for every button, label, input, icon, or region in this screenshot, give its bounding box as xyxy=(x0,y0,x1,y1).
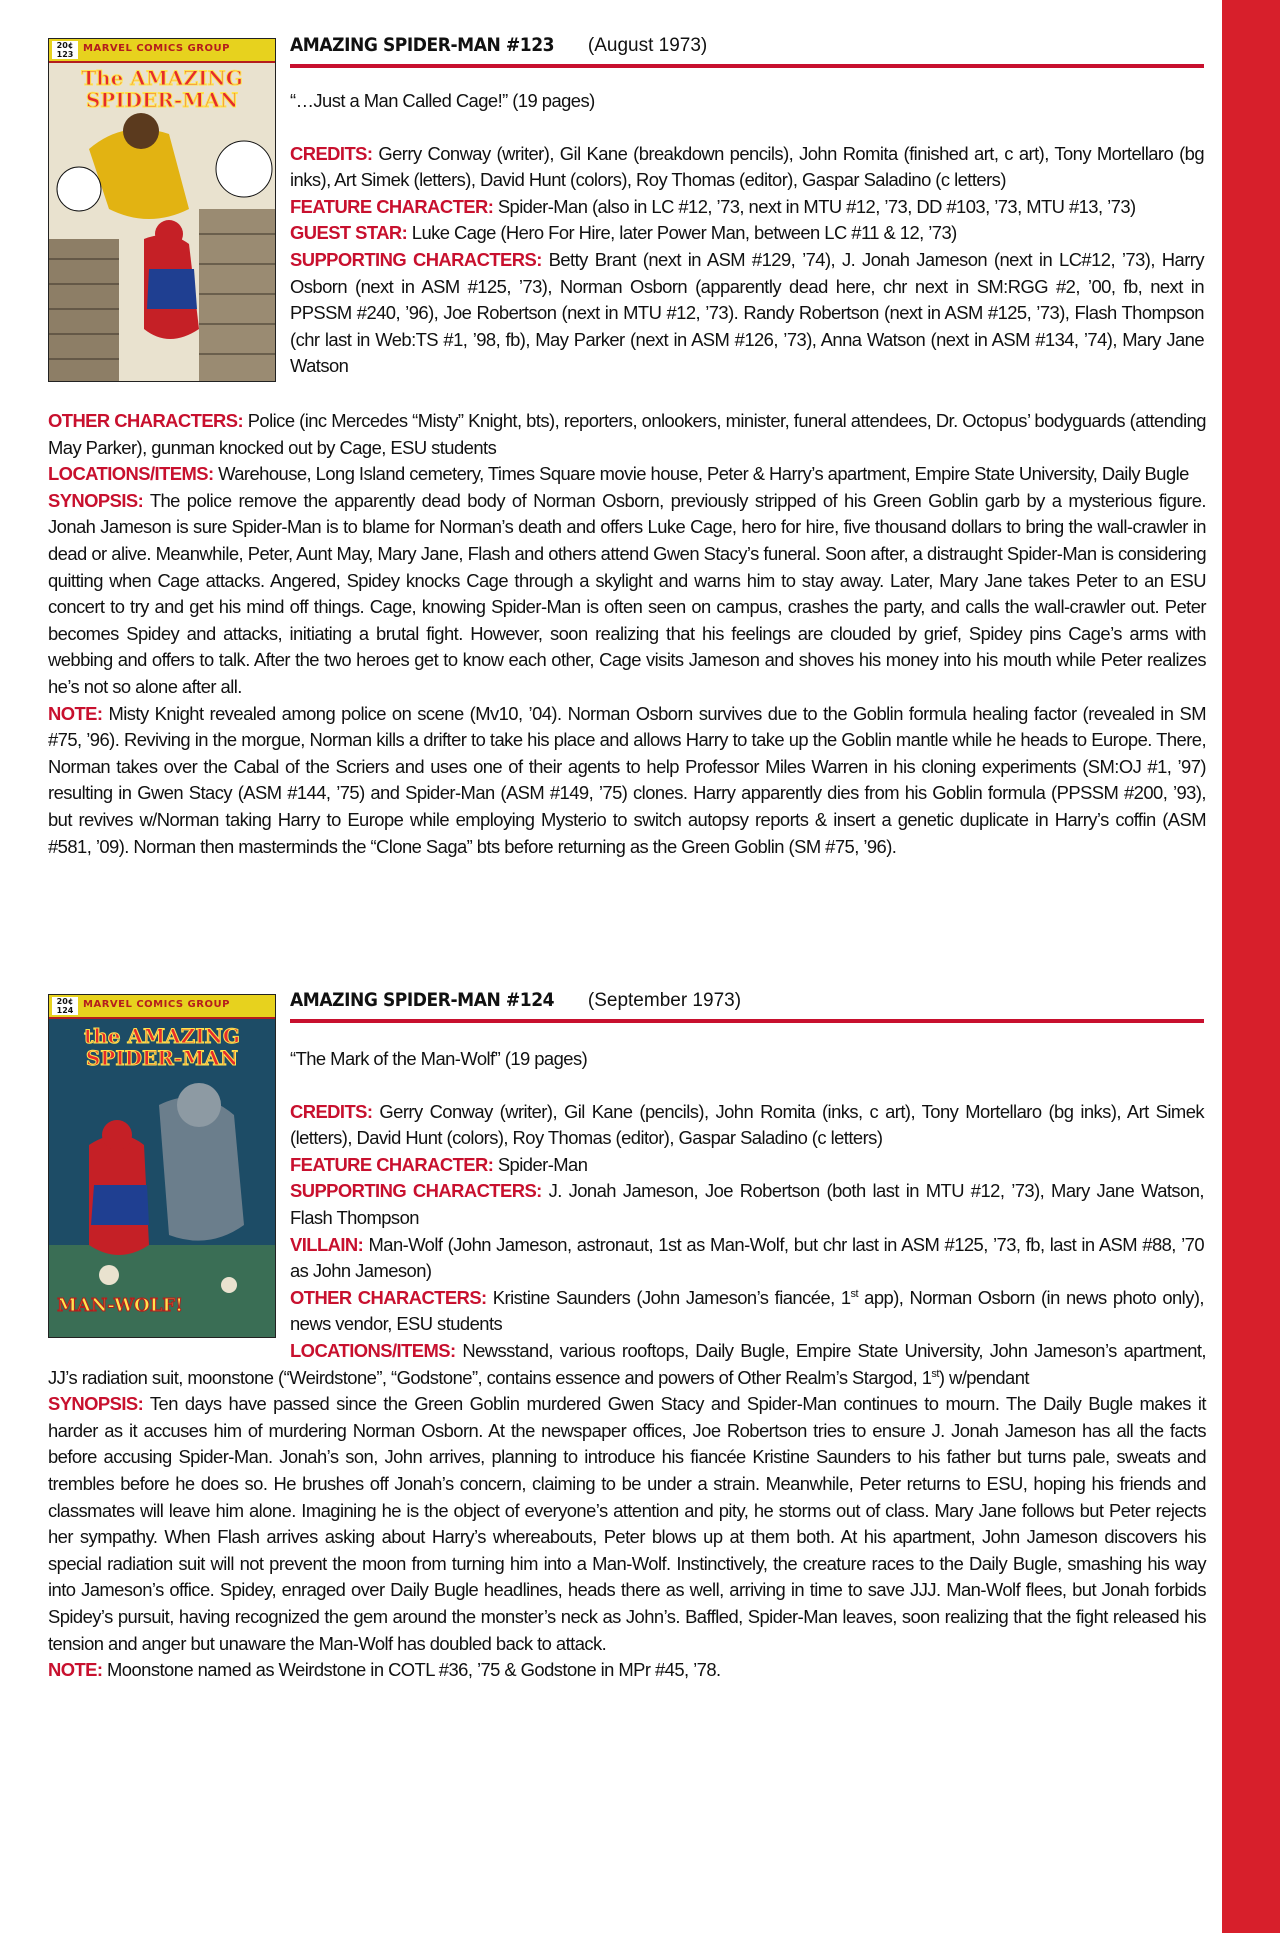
issue-date: (September 1973) xyxy=(587,990,742,1011)
other-label: OTHER CHARACTERS: xyxy=(290,1286,487,1308)
other-label: OTHER CHARACTERS: xyxy=(48,410,244,431)
cover-image-asm-124 xyxy=(48,994,276,1338)
locations-items: LOCATIONS/ITEMS: Warehouse, Long Island cemetery, Times Square movie house, Peter & Harry’s apartment, Empire State University, Daily Bugle xyxy=(48,463,1189,485)
note: NOTE: Moonstone named as Weirdstone in COTL #36, ’75 & Godstone in MPr #45, ’78. xyxy=(48,1659,721,1681)
locations-items: LOCATIONS/ITEMS: Newsstand, various rooftops, Daily Bugle, Empire State University, John Jameson’s apartment, JJ’s radiation suit, moonstone (“Weirdstone”, “Godstone”, contains essence and powers of Other Realm’s Stargod, 1st) w/pendant xyxy=(48,1340,1206,1388)
note-label: NOTE: xyxy=(48,702,103,724)
other-characters: OTHER CHARACTERS: Police (inc Mercedes “Misty” Knight, bts), reporters, onlookers, minister, funeral attendees, Dr. Octopus’ bodyguards (attending May Parker), gunman knocked out by Cage, ESU students xyxy=(48,410,1206,458)
feature-character: FEATURE CHARACTER: Spider-Man xyxy=(290,1153,588,1175)
cover-publisher: MARVEL COMICS GROUP xyxy=(83,999,230,1010)
cover-price: 20¢ 123 xyxy=(52,41,78,59)
entry-124-text-bottom xyxy=(48,1338,1206,1684)
supporting-characters: SUPPORTING CHARACTERS: Betty Brant (next in ASM #129, ’74), J. Jonah Jameson (next in LC#12, ’73), Harry Osborn (next in ASM #125, ’73), Norman Osborn (apparently dead here, chr next in SM:RGG #2, ’00, fb, next in PPSSM #240, ’96), Joe Robertson (next in MTU #12, ’73). Randy Robertson (next in ASM #125, ’73), Flash Thompson (chr last in Web:TS #1, ’98, fb), May Parker (next in ASM #126, ’73), Anna Watson (next in ASM #134, ’74), Mary Jane Watson xyxy=(290,248,1204,377)
entry-heading xyxy=(290,34,1204,68)
synopsis: SYNOPSIS: Ten days have passed since the Green Goblin murdered Gwen Stacy and Spider-Man continues to mourn. The Daily Bugle makes it harder as it accuses him of murdering Norman Osborn. At the newspaper offices, Joe Robertson tries to ensure J. Jonah Jameson has all the facts before accusing Spider-Man. Jonah’s son, John arrives, planning to introduce his fiancée Kristine Saunders to his father but turns pale, sweats and trembles before he does so. He brushes off Jonah’s concern, claiming to be under a strain. Meanwhile, Peter returns to ESU, hoping his friends and classmates will leave him alone. Imagining he is the object of everyone’s attention and pity, he storms out of class. Mary Jane follows but Peter rejects her sympathy. When Flash arrives asking about Harry’s whereabouts, Peter blows up at them both. At his apartment, John Jameson discovers his special radiation suit will not prevent the moon from turning him into a Man-Wolf. Instinctively, the creature races to the Daily Bugle, smashing his way into Jameson’s office. Spidey, enraged over Daily Bugle headlines, heads there as well, arriving in time to save JJJ. Man-Wolf flees, but Jonah forbids Spidey’s pursuit, having recognized the gem around the monster’s neck as John’s. Baffled, Spider-Man leaves, soon realizing that the fight released his tension and anger but unaware the Man-Wolf has doubled back to attack. xyxy=(48,1393,1206,1654)
credits-label: CREDITS: xyxy=(290,142,373,164)
note-label: NOTE: xyxy=(48,1659,103,1681)
feature-label: FEATURE CHARACTER: xyxy=(290,195,494,217)
story-title: “…Just a Man Called Cage!” (19 pages) xyxy=(290,90,595,111)
cover-publisher: MARVEL COMICS GROUP xyxy=(83,43,230,54)
other-characters: OTHER CHARACTERS: Kristine Saunders (John Jameson’s fiancée, 1st app), Norman Osborn (in news photo only), news vendor, ESU students xyxy=(290,1286,1204,1335)
synopsis-label: SYNOPSIS: xyxy=(48,489,144,511)
supporting-label: SUPPORTING CHARACTERS: xyxy=(290,1180,542,1202)
synopsis-label: SYNOPSIS: xyxy=(48,1393,144,1415)
villain-label: VILLAIN: xyxy=(290,1233,364,1255)
issue-title: AMAZING SPIDER-MAN #124 xyxy=(290,989,555,1011)
credits: CREDITS: Gerry Conway (writer), Gil Kane (pencils), John Romita (inks, c art), Tony Mortellaro (bg inks), Art Simek (letters), David Hunt (colors), Roy Thomas (editor), Gaspar Saladino (c letters) xyxy=(290,1100,1205,1149)
cover-logo: the AMAZING SPIDER-MAN xyxy=(84,1024,240,1070)
entry-heading xyxy=(290,989,1204,1023)
issue-title: AMAZING SPIDER-MAN #123 xyxy=(290,34,555,56)
locations-label: LOCATIONS/ITEMS: xyxy=(290,1340,456,1361)
entry-123-text-bottom xyxy=(48,408,1206,860)
cover-subtitle: MAN-WOLF! xyxy=(57,1295,184,1316)
supporting-label: SUPPORTING CHARACTERS: xyxy=(290,248,542,270)
issue-date: (August 1973) xyxy=(587,35,708,56)
feature-label: FEATURE CHARACTER: xyxy=(290,1153,494,1175)
feature-character: FEATURE CHARACTER: Spider-Man (also in LC #12, ’73, next in MTU #12, ’73, DD #103, ’73, MTU #13, ’73) xyxy=(290,195,1136,217)
page-edge-bar xyxy=(1222,0,1280,1933)
cover-logo: The AMAZING SPIDER-MAN xyxy=(81,66,243,112)
entry-124-text-top xyxy=(290,1046,1204,1338)
villain: VILLAIN: Man-Wolf (John Jameson, astronaut, 1st as Man-Wolf, but chr last in ASM #125, ’73, fb, last in ASM #88, ’70 as John Jameson) xyxy=(290,1233,1204,1282)
story-title: “The Mark of the Man-Wolf” (19 pages) xyxy=(290,1048,588,1069)
cover-price: 20¢ 124 xyxy=(52,997,78,1015)
synopsis: SYNOPSIS: The police remove the apparently dead body of Norman Osborn, previously stripped of his Green Goblin garb by a mysterious figure. Jonah Jameson is sure Spider-Man is to blame for Norman’s death and offers Luke Cage, hero for hire, five thousand dollars to bring the wall-crawler in dead or alive. Meanwhile, Peter, Aunt May, Mary Jane, Flash and others attend Gwen Stacy’s funeral. Soon after, a distraught Spider-Man is considering quitting when Cage attacks. Angered, Spidey knocks Cage through a skylight and warns him to stay away. Later, Mary Jane takes Peter to an ESU concert to try and get his mind off things. Cage, knowing Spider-Man is often seen on campus, crashes the party, and calls the wall-crawler out. Peter becomes Spidey and attacks, initiating a brutal fight. However, soon realizing that his feelings are clouded by grief, Spidey pins Cage’s arms with webbing and offers to talk. After the two heroes get to know each other, Cage visits Jameson and shoves his money into his mouth while Peter realizes he’s not so alone after all. xyxy=(48,489,1206,697)
entry-123-text-top xyxy=(290,88,1204,380)
locations-label: LOCATIONS/ITEMS: xyxy=(48,463,214,485)
credits-label: CREDITS: xyxy=(290,1100,373,1122)
cover-image-asm-123 xyxy=(48,38,276,382)
credits: CREDITS: Gerry Conway (writer), Gil Kane (breakdown pencils), John Romita (finished art, c art), Tony Mortellaro (bg inks), Art Simek (letters), David Hunt (colors), Roy Thomas (editor), Gaspar Saladino (c letters) xyxy=(290,142,1204,191)
guest-star: GUEST STAR: Luke Cage (Hero For Hire, later Power Man, between LC #11 & 12, ’73) xyxy=(290,222,957,244)
guest-label: GUEST STAR: xyxy=(290,222,408,244)
note: NOTE: Misty Knight revealed among police on scene (Mv10, ’04). Norman Osborn survives due to the Goblin formula healing factor (revealed in SM #75, ’96). Reviving in the morgue, Norman kills a drifter to take his place and allows Harry to take up the Goblin mantle while he heads to Europe. There, Norman takes over the Cabal of the Scriers and uses one of their agents to help Professor Miles Warren in his cloning experiments (SM:OJ #1, ’97) resulting in Gwen Stacy (ASM #144, ’75) and Spider-Man (ASM #149, ’75) clones. Harry apparently dies from his Goblin formula (PPSSM #200, ’93), but revives w/Norman taking Harry to Europe while employing Mysterio to switch autopsy reports & insert a genetic duplicate in Harry’s coffin (ASM #581, ’09). Norman then masterminds the “Clone Saga” bts before returning as the Green Goblin (SM #75, ’96). xyxy=(48,702,1206,857)
supporting-characters: SUPPORTING CHARACTERS: J. Jonah Jameson, Joe Robertson (both last in MTU #12, ’73), Mary Jane Watson, Flash Thompson xyxy=(290,1180,1204,1228)
